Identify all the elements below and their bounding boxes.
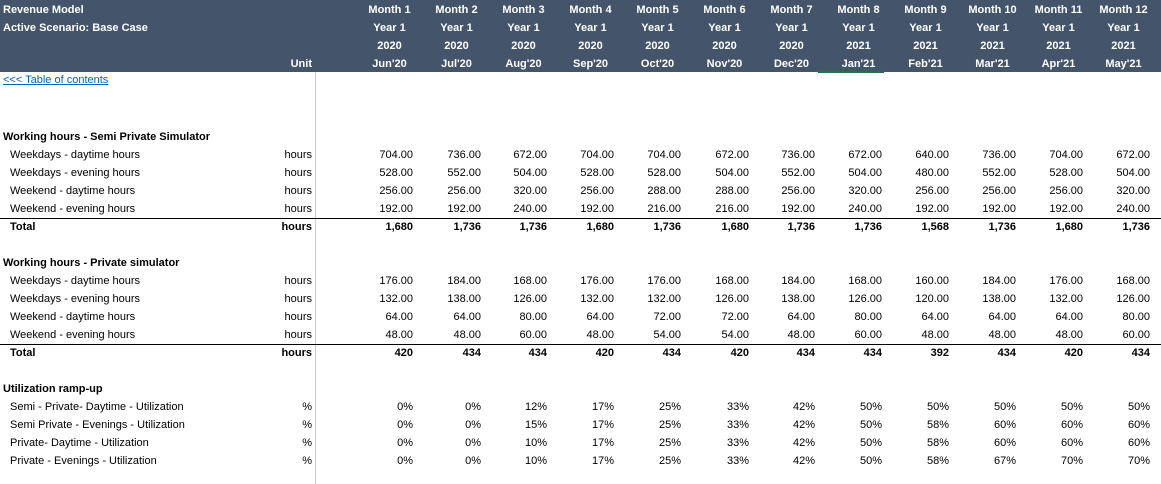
value-cell[interactable]: 320.00 xyxy=(848,185,882,197)
value-cell[interactable]: 42% xyxy=(792,455,815,467)
value-cell[interactable]: 64.00 xyxy=(1055,311,1083,323)
value-cell[interactable]: 17% xyxy=(591,455,614,467)
value-cell[interactable]: 672.00 xyxy=(715,149,749,161)
value-cell[interactable]: 192.00 xyxy=(379,203,413,215)
row-label[interactable]: Utilization ramp-up xyxy=(3,383,103,395)
row-unit[interactable]: % xyxy=(302,401,312,413)
value-cell[interactable]: 704.00 xyxy=(580,149,614,161)
table-of-contents-link[interactable]: <<< Table of contents xyxy=(3,74,109,86)
value-cell[interactable]: 1,736 xyxy=(453,221,481,233)
value-cell[interactable]: 70% xyxy=(1060,455,1083,467)
table-row xyxy=(0,200,1161,218)
value-cell[interactable]: 504.00 xyxy=(513,167,547,179)
value-cell[interactable]: 60% xyxy=(993,419,1016,431)
value-cell[interactable]: 216.00 xyxy=(647,203,681,215)
value-cell[interactable]: 132.00 xyxy=(647,293,681,305)
month-header-label: Month 2 xyxy=(435,4,478,16)
value-cell[interactable]: 1,736 xyxy=(854,221,882,233)
month-header-label: Month 1 xyxy=(368,4,411,16)
section-title xyxy=(0,128,1161,146)
value-cell[interactable]: 192.00 xyxy=(447,203,481,215)
value-cell[interactable]: 48.00 xyxy=(988,329,1016,341)
value-cell[interactable]: 640.00 xyxy=(915,149,949,161)
value-cell[interactable]: 138.00 xyxy=(982,293,1016,305)
value-cell[interactable]: 420 xyxy=(1064,347,1083,359)
value-cell[interactable]: 168.00 xyxy=(513,275,547,287)
month-header-year-index: Year 1 xyxy=(976,22,1009,34)
month-header-year-index: Year 1 xyxy=(1042,22,1075,34)
value-cell[interactable]: 33% xyxy=(726,401,749,413)
value-cell[interactable]: 54.00 xyxy=(653,329,681,341)
month-header-label: Month 3 xyxy=(502,4,545,16)
month-header-year-index: Year 1 xyxy=(708,22,741,34)
value-cell[interactable]: 672.00 xyxy=(1116,149,1150,161)
value-cell[interactable]: 192.00 xyxy=(580,203,614,215)
value-cell[interactable]: 528.00 xyxy=(1049,167,1083,179)
value-cell[interactable]: 192.00 xyxy=(915,203,949,215)
table-row xyxy=(0,326,1161,344)
value-cell[interactable]: 17% xyxy=(591,419,614,431)
value-cell[interactable]: 176.00 xyxy=(379,275,413,287)
value-cell[interactable]: 70% xyxy=(1127,455,1150,467)
month-header-period: Dec'20 xyxy=(773,58,810,70)
value-cell[interactable]: 480.00 xyxy=(915,167,949,179)
value-cell[interactable]: 12% xyxy=(524,401,547,413)
value-cell[interactable]: 1,680 xyxy=(721,221,749,233)
month-header-year: 2020 xyxy=(511,40,536,52)
value-cell[interactable]: 1,736 xyxy=(1122,221,1150,233)
row-unit[interactable]: hours xyxy=(284,167,312,179)
row-unit[interactable]: % xyxy=(302,455,312,467)
row-label[interactable]: Weekend - daytime hours xyxy=(10,311,136,323)
value-cell[interactable]: 192.00 xyxy=(1049,203,1083,215)
section-title xyxy=(0,254,1161,272)
month-header-year: 2021 xyxy=(980,40,1005,52)
month-header-year-index: Year 1 xyxy=(507,22,540,34)
row-label[interactable]: Weekend - evening hours xyxy=(10,329,136,341)
value-cell[interactable]: 736.00 xyxy=(781,149,815,161)
value-cell[interactable]: 256.00 xyxy=(915,185,949,197)
row-unit[interactable]: hours xyxy=(284,275,312,287)
value-cell[interactable]: 33% xyxy=(726,437,749,449)
value-cell[interactable]: 240.00 xyxy=(1116,203,1150,215)
value-cell[interactable]: 15% xyxy=(524,419,547,431)
value-cell[interactable]: 184.00 xyxy=(982,275,1016,287)
month-header-year: 2020 xyxy=(578,40,603,52)
row-label[interactable]: Weekend - daytime hours xyxy=(10,185,136,197)
month-header-period: Mar'21 xyxy=(975,58,1010,70)
section-title xyxy=(0,380,1161,398)
month-header-period: Sep'20 xyxy=(572,58,609,70)
value-cell[interactable]: 60% xyxy=(1060,419,1083,431)
row-label[interactable]: Working hours - Semi Private Simulator xyxy=(3,131,211,143)
value-cell[interactable]: 54.00 xyxy=(721,329,749,341)
value-cell[interactable]: 176.00 xyxy=(580,275,614,287)
month-header-year: 2021 xyxy=(846,40,871,52)
month-header-period: Jan'21 xyxy=(841,58,876,70)
value-cell[interactable]: 434 xyxy=(662,347,681,359)
value-cell[interactable]: 552.00 xyxy=(982,167,1016,179)
value-cell[interactable]: 60.00 xyxy=(519,329,547,341)
table-row xyxy=(0,434,1161,452)
row-unit[interactable]: hours xyxy=(284,293,312,305)
row-label[interactable]: Weekdays - daytime hours xyxy=(10,149,141,161)
month-header-label: Month 12 xyxy=(1099,4,1148,16)
month-header-period: Oct'20 xyxy=(640,58,675,70)
row-unit[interactable]: hours xyxy=(284,149,312,161)
total-row xyxy=(0,218,1161,236)
row-label[interactable]: Semi - Private- Daytime - Utilization xyxy=(10,401,184,413)
header-band xyxy=(0,0,1161,72)
row-label[interactable]: Weekdays - daytime hours xyxy=(10,275,141,287)
value-cell[interactable]: 256.00 xyxy=(982,185,1016,197)
value-cell[interactable]: 320.00 xyxy=(1116,185,1150,197)
table-row xyxy=(0,416,1161,434)
row-label[interactable]: Weekend - evening hours xyxy=(10,203,136,215)
value-cell[interactable]: 528.00 xyxy=(580,167,614,179)
value-cell[interactable]: 64.00 xyxy=(921,311,949,323)
value-cell[interactable]: 48.00 xyxy=(586,329,614,341)
month-header-label: Month 10 xyxy=(968,4,1017,16)
value-cell[interactable]: 160.00 xyxy=(915,275,949,287)
month-header-period: Aug'20 xyxy=(505,58,542,70)
row-label[interactable]: Weekdays - evening hours xyxy=(10,167,141,179)
month-header-label: Month 6 xyxy=(703,4,746,16)
value-cell[interactable]: 67% xyxy=(993,455,1016,467)
value-cell[interactable]: 50% xyxy=(859,419,882,431)
value-cell[interactable]: 1,680 xyxy=(586,221,614,233)
value-cell[interactable]: 138.00 xyxy=(781,293,815,305)
value-cell[interactable]: 64.00 xyxy=(586,311,614,323)
value-cell[interactable]: 552.00 xyxy=(781,167,815,179)
value-cell[interactable]: 288.00 xyxy=(647,185,681,197)
month-header-year-index: Year 1 xyxy=(842,22,875,34)
value-cell[interactable]: 58% xyxy=(926,455,949,467)
value-cell[interactable]: 126.00 xyxy=(513,293,547,305)
table-row xyxy=(0,164,1161,182)
value-cell[interactable]: 1,680 xyxy=(385,221,413,233)
row-unit[interactable]: hours xyxy=(281,221,312,233)
value-cell[interactable]: 434 xyxy=(462,347,481,359)
value-cell[interactable]: 80.00 xyxy=(854,311,882,323)
value-cell[interactable]: 0% xyxy=(465,455,481,467)
value-cell[interactable]: 1,736 xyxy=(519,221,547,233)
value-cell[interactable]: 0% xyxy=(397,455,413,467)
value-cell[interactable]: 132.00 xyxy=(1049,293,1083,305)
value-cell[interactable]: 17% xyxy=(591,401,614,413)
table-row xyxy=(0,146,1161,164)
value-cell[interactable]: 434 xyxy=(1131,347,1150,359)
value-cell[interactable]: 48.00 xyxy=(453,329,481,341)
value-cell[interactable]: 58% xyxy=(926,419,949,431)
value-cell[interactable]: 64.00 xyxy=(385,311,413,323)
value-cell[interactable]: 672.00 xyxy=(513,149,547,161)
value-cell[interactable]: 704.00 xyxy=(379,149,413,161)
value-cell[interactable]: 392 xyxy=(930,347,949,359)
row-label[interactable]: Weekdays - evening hours xyxy=(10,293,141,305)
table-row xyxy=(0,398,1161,416)
value-cell[interactable]: 736.00 xyxy=(982,149,1016,161)
value-cell[interactable]: 704.00 xyxy=(647,149,681,161)
value-cell[interactable]: 64.00 xyxy=(453,311,481,323)
value-cell[interactable]: 50% xyxy=(1060,401,1083,413)
value-cell[interactable]: 176.00 xyxy=(647,275,681,287)
month-header-year-index: Year 1 xyxy=(641,22,674,34)
row-unit[interactable]: hours xyxy=(284,311,312,323)
value-cell[interactable]: 42% xyxy=(792,419,815,431)
month-header-period: Jun'20 xyxy=(372,58,407,70)
table-row xyxy=(0,182,1161,200)
value-cell[interactable]: 0% xyxy=(397,437,413,449)
month-header-label: Month 8 xyxy=(837,4,880,16)
month-header-label: Month 9 xyxy=(904,4,947,16)
value-cell[interactable]: 504.00 xyxy=(715,167,749,179)
month-header-period: Jul'20 xyxy=(441,58,472,70)
value-cell[interactable]: 1,568 xyxy=(921,221,949,233)
month-header-year-index: Year 1 xyxy=(775,22,808,34)
value-cell[interactable]: 126.00 xyxy=(848,293,882,305)
value-cell[interactable]: 1,680 xyxy=(1055,221,1083,233)
table-row xyxy=(0,452,1161,470)
value-cell[interactable]: 1,736 xyxy=(653,221,681,233)
month-header-year-index: Year 1 xyxy=(574,22,607,34)
row-label[interactable]: Private - Evenings - Utilization xyxy=(10,455,157,467)
value-cell[interactable]: 60% xyxy=(1060,437,1083,449)
table-row xyxy=(0,290,1161,308)
month-header-period: Nov'20 xyxy=(706,58,743,70)
value-cell[interactable]: 132.00 xyxy=(379,293,413,305)
value-cell[interactable]: 50% xyxy=(859,401,882,413)
value-cell[interactable]: 33% xyxy=(726,419,749,431)
value-cell[interactable]: 10% xyxy=(524,455,547,467)
value-cell[interactable]: 420 xyxy=(394,347,413,359)
value-cell[interactable]: 504.00 xyxy=(1116,167,1150,179)
row-label[interactable]: Private- Daytime - Utilization xyxy=(10,437,149,449)
value-cell[interactable]: 704.00 xyxy=(1049,149,1083,161)
model-title: Revenue Model xyxy=(3,4,84,16)
value-cell[interactable]: 184.00 xyxy=(781,275,815,287)
value-cell[interactable]: 60% xyxy=(1127,437,1150,449)
value-cell[interactable]: 50% xyxy=(926,401,949,413)
value-cell[interactable]: 60.00 xyxy=(1122,329,1150,341)
value-cell[interactable]: 256.00 xyxy=(447,185,481,197)
selected-cell-indicator xyxy=(818,71,884,73)
value-cell[interactable]: 64.00 xyxy=(787,311,815,323)
value-cell[interactable]: 58% xyxy=(926,437,949,449)
value-cell[interactable]: 42% xyxy=(792,437,815,449)
value-cell[interactable]: 192.00 xyxy=(982,203,1016,215)
value-cell[interactable]: 168.00 xyxy=(715,275,749,287)
month-header-year: 2020 xyxy=(779,40,804,52)
value-cell[interactable]: 320.00 xyxy=(513,185,547,197)
value-cell[interactable]: 1,736 xyxy=(988,221,1016,233)
value-cell[interactable]: 80.00 xyxy=(519,311,547,323)
month-header-year-index: Year 1 xyxy=(1107,22,1140,34)
total-row xyxy=(0,344,1161,362)
value-cell[interactable]: 42% xyxy=(792,401,815,413)
value-cell[interactable]: 25% xyxy=(658,419,681,431)
value-cell[interactable]: 1,736 xyxy=(787,221,815,233)
value-cell[interactable]: 168.00 xyxy=(1116,275,1150,287)
month-header-period: Apr'21 xyxy=(1041,58,1076,70)
value-cell[interactable]: 25% xyxy=(658,401,681,413)
value-cell[interactable]: 0% xyxy=(397,419,413,431)
month-header-year: 2020 xyxy=(444,40,469,52)
row-unit[interactable]: hours xyxy=(284,203,312,215)
value-cell[interactable]: 50% xyxy=(859,437,882,449)
row-unit[interactable]: hours xyxy=(281,347,312,359)
month-header-label: Month 5 xyxy=(636,4,679,16)
value-cell[interactable]: 528.00 xyxy=(647,167,681,179)
value-cell[interactable]: 17% xyxy=(591,437,614,449)
row-unit[interactable]: hours xyxy=(284,329,312,341)
month-header-year-index: Year 1 xyxy=(373,22,406,34)
value-cell[interactable]: 736.00 xyxy=(447,149,481,161)
month-header-label: Month 4 xyxy=(569,4,612,16)
row-label[interactable]: Semi Private - Evenings - Utilization xyxy=(10,419,185,431)
value-cell[interactable]: 50% xyxy=(993,401,1016,413)
value-cell[interactable]: 72.00 xyxy=(721,311,749,323)
value-cell[interactable]: 184.00 xyxy=(447,275,481,287)
table-row xyxy=(0,272,1161,290)
value-cell[interactable]: 50% xyxy=(1127,401,1150,413)
value-cell[interactable]: 64.00 xyxy=(988,311,1016,323)
value-cell[interactable]: 25% xyxy=(658,437,681,449)
value-cell[interactable]: 126.00 xyxy=(1116,293,1150,305)
row-label[interactable]: Total xyxy=(10,347,36,359)
row-unit[interactable]: % xyxy=(302,437,312,449)
value-cell[interactable]: 0% xyxy=(465,419,481,431)
value-cell[interactable]: 434 xyxy=(863,347,882,359)
value-cell[interactable]: 132.00 xyxy=(580,293,614,305)
month-header-year: 2020 xyxy=(377,40,402,52)
value-cell[interactable]: 504.00 xyxy=(848,167,882,179)
value-cell[interactable]: 48.00 xyxy=(787,329,815,341)
value-cell[interactable]: 256.00 xyxy=(1049,185,1083,197)
unit-header: Unit xyxy=(290,58,312,70)
month-header-year: 2021 xyxy=(1046,40,1071,52)
value-cell[interactable]: 60% xyxy=(993,437,1016,449)
value-cell[interactable]: 256.00 xyxy=(580,185,614,197)
value-cell[interactable]: 434 xyxy=(997,347,1016,359)
value-cell[interactable]: 176.00 xyxy=(1049,275,1083,287)
value-cell[interactable]: 50% xyxy=(859,455,882,467)
value-cell[interactable]: 80.00 xyxy=(1122,311,1150,323)
value-cell[interactable]: 0% xyxy=(397,401,413,413)
month-header-period: Feb'21 xyxy=(908,58,943,70)
value-cell[interactable]: 0% xyxy=(465,401,481,413)
active-scenario: Active Scenario: Base Case xyxy=(3,22,148,34)
value-cell[interactable]: 48.00 xyxy=(1055,329,1083,341)
value-cell[interactable]: 528.00 xyxy=(379,167,413,179)
row-label[interactable]: Working hours - Private simulator xyxy=(3,257,180,269)
value-cell[interactable]: 240.00 xyxy=(848,203,882,215)
value-cell[interactable]: 434 xyxy=(796,347,815,359)
value-cell[interactable]: 48.00 xyxy=(385,329,413,341)
value-cell[interactable]: 60% xyxy=(1127,419,1150,431)
month-header-label: Month 11 xyxy=(1034,4,1083,16)
value-cell[interactable]: 420 xyxy=(595,347,614,359)
value-cell[interactable]: 120.00 xyxy=(915,293,949,305)
row-label[interactable]: Total xyxy=(10,221,36,233)
value-cell[interactable]: 240.00 xyxy=(513,203,547,215)
value-cell[interactable]: 434 xyxy=(528,347,547,359)
value-cell[interactable]: 138.00 xyxy=(447,293,481,305)
value-cell[interactable]: 672.00 xyxy=(848,149,882,161)
value-cell[interactable]: 168.00 xyxy=(848,275,882,287)
month-header-year: 2021 xyxy=(1111,40,1136,52)
value-cell[interactable]: 216.00 xyxy=(715,203,749,215)
value-cell[interactable]: 0% xyxy=(465,437,481,449)
month-header-year-index: Year 1 xyxy=(909,22,942,34)
value-cell[interactable]: 420 xyxy=(730,347,749,359)
value-cell[interactable]: 48.00 xyxy=(921,329,949,341)
value-cell[interactable]: 25% xyxy=(658,455,681,467)
month-header-year: 2021 xyxy=(913,40,938,52)
value-cell[interactable]: 126.00 xyxy=(715,293,749,305)
month-header-label: Month 7 xyxy=(770,4,813,16)
value-cell[interactable]: 192.00 xyxy=(781,203,815,215)
value-cell[interactable]: 288.00 xyxy=(715,185,749,197)
value-cell[interactable]: 72.00 xyxy=(653,311,681,323)
month-header-period: May'21 xyxy=(1105,58,1142,70)
row-unit[interactable]: % xyxy=(302,419,312,431)
row-unit[interactable]: hours xyxy=(284,185,312,197)
value-cell[interactable]: 33% xyxy=(726,455,749,467)
month-header-year: 2020 xyxy=(712,40,737,52)
value-cell[interactable]: 552.00 xyxy=(447,167,481,179)
month-header-year: 2020 xyxy=(645,40,670,52)
value-cell[interactable]: 60.00 xyxy=(854,329,882,341)
month-header-year-index: Year 1 xyxy=(440,22,473,34)
value-cell[interactable]: 10% xyxy=(524,437,547,449)
value-cell[interactable]: 256.00 xyxy=(781,185,815,197)
value-cell[interactable]: 256.00 xyxy=(379,185,413,197)
table-row xyxy=(0,308,1161,326)
